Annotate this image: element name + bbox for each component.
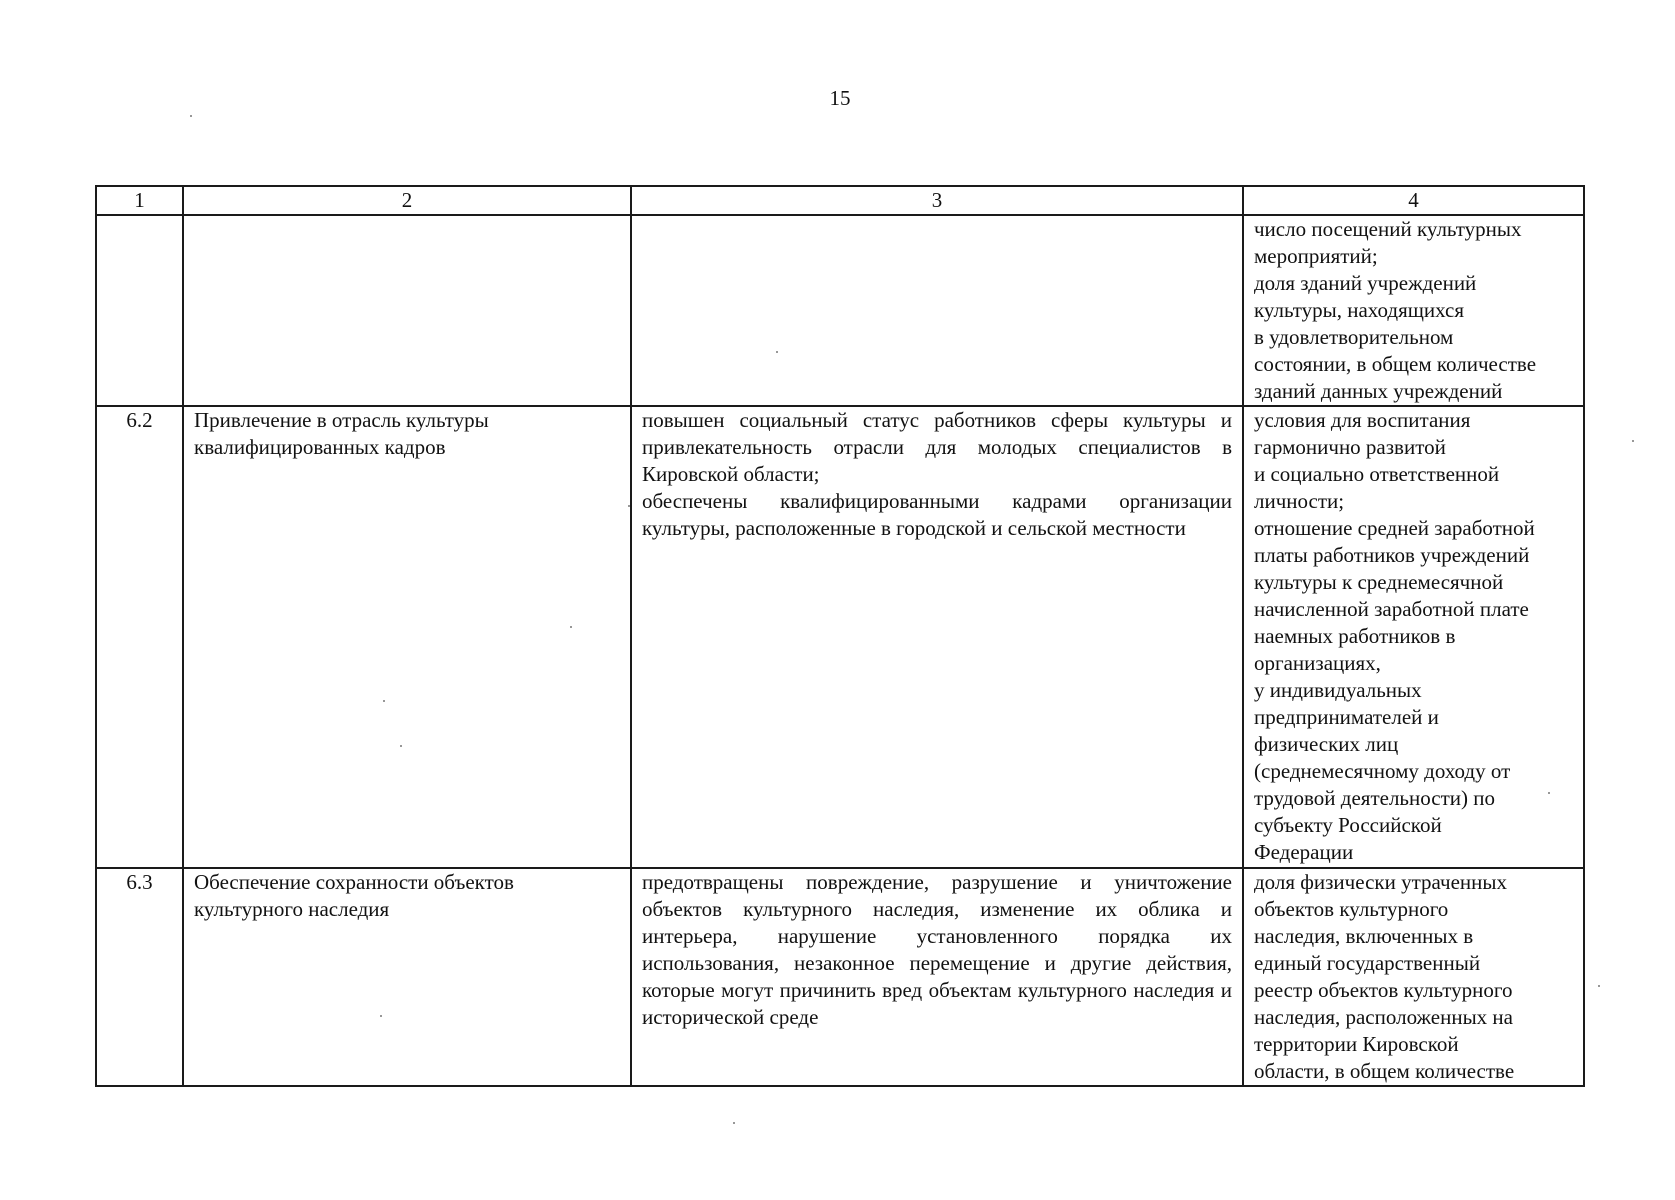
- indicator-line: отношение средней заработной: [1254, 516, 1535, 540]
- indicator-line: в удовлетворительном: [1254, 325, 1454, 349]
- indicator-line: Федерации: [1254, 840, 1354, 864]
- scan-speck: [1632, 440, 1634, 442]
- indicator-line: гармонично развитой: [1254, 435, 1446, 459]
- result-cell: [631, 868, 1243, 1086]
- direction-cell: Обеспечение сохранности объектов культурного наследия: [183, 868, 631, 1086]
- indicator-line: доля зданий учреждений: [1254, 271, 1477, 295]
- scan-speck: [1548, 792, 1550, 794]
- indicator-line: наследия, включенных в: [1254, 924, 1474, 948]
- row-number-cell: 6.3: [96, 868, 183, 1086]
- indicator-line: (среднемесячному доходу от: [1254, 759, 1511, 783]
- indicator-line: доля физически утраченных: [1254, 870, 1507, 894]
- direction-cell: Привлечение в отрасль культуры квалифицированных кадров: [183, 406, 631, 868]
- result-cell: [631, 215, 1243, 406]
- direction-cell: [183, 215, 631, 406]
- scan-speck: [190, 115, 192, 117]
- indicators-cell: [1243, 406, 1584, 868]
- column-header-4: 4: [1243, 186, 1584, 215]
- scan-speck: [628, 505, 630, 507]
- indicator-line: у индивидуальных: [1254, 678, 1422, 702]
- indicator-line: территории Кировской: [1254, 1032, 1459, 1056]
- indicator-line: культуры к среднемесячной: [1254, 570, 1504, 594]
- table-row: [96, 868, 1584, 1086]
- scan-speck: [776, 351, 778, 353]
- column-header-3: 3: [631, 186, 1243, 215]
- header-row: [96, 186, 1584, 215]
- indicator-line: условия для воспитания: [1254, 408, 1471, 432]
- indicator-line: зданий данных учреждений: [1254, 379, 1503, 403]
- scan-speck: [733, 1122, 735, 1124]
- goals-table: [95, 185, 1585, 1087]
- indicator-line: культуры, находящихся: [1254, 298, 1465, 322]
- row-number-cell: [96, 215, 183, 406]
- indicator-line: субъекту Российской: [1254, 813, 1442, 837]
- indicator-line: и социально ответственной: [1254, 462, 1500, 486]
- table-row: [96, 406, 1584, 868]
- table-row: [96, 215, 1584, 406]
- indicator-line: физических лиц: [1254, 732, 1399, 756]
- indicator-line: предпринимателей и: [1254, 705, 1439, 729]
- indicator-line: реестр объектов культурного: [1254, 978, 1513, 1002]
- scan-speck: [383, 700, 385, 702]
- scan-speck: [1598, 985, 1600, 987]
- indicator-line: единый государственный: [1254, 951, 1481, 975]
- indicator-line: начисленной заработной плате: [1254, 597, 1529, 621]
- row-number-cell: 6.2: [96, 406, 183, 868]
- column-header-1: 1: [96, 186, 183, 215]
- result-cell: [631, 406, 1243, 868]
- scan-speck: [570, 626, 572, 628]
- page-number: 15: [829, 86, 851, 110]
- indicator-line: области, в общем количестве: [1254, 1059, 1515, 1083]
- indicator-line: число посещений культурных: [1254, 217, 1522, 241]
- result-paragraph: предотвращены повреждение, разрушение и уничтожение объектов культурного наследия, изменение их облика и интерьера, нарушение установленного порядка их использования, незаконное перемещение и другие действия, которые могут причинить вред объектам культурного наследия и исторической среде: [642, 870, 1232, 1029]
- indicator-line: платы работников учреждений: [1254, 543, 1530, 567]
- column-header-2: 2: [183, 186, 631, 215]
- indicator-line: состоянии, в общем количестве: [1254, 352, 1537, 376]
- indicator-line: личности;: [1254, 489, 1345, 513]
- indicator-line: наемных работников в: [1254, 624, 1456, 648]
- result-paragraph: повышен социальный статус работников сферы культуры и привлекательность отрасли для молодых специалистов в Кировской области;: [642, 408, 1232, 486]
- result-paragraph: обеспечены квалифицированными кадрами организации культуры, расположенные в городской и сельской местности: [642, 489, 1232, 540]
- indicator-line: мероприятий;: [1254, 244, 1378, 268]
- indicator-line: объектов культурного: [1254, 897, 1449, 921]
- indicators-cell: [1243, 215, 1584, 406]
- indicator-line: трудовой деятельности) по: [1254, 786, 1495, 810]
- indicator-line: организациях,: [1254, 651, 1381, 675]
- indicators-cell: [1243, 868, 1584, 1086]
- scan-speck: [380, 1015, 382, 1017]
- scan-speck: [400, 745, 402, 747]
- indicator-line: наследия, расположенных на: [1254, 1005, 1513, 1029]
